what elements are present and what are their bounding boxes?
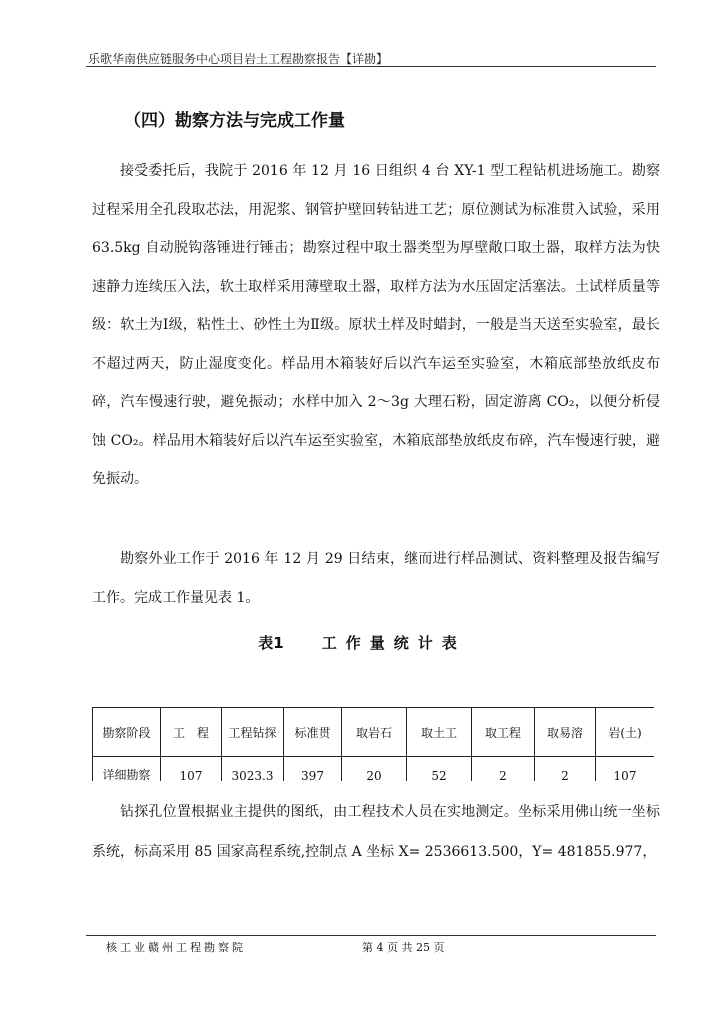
table-header-cell: 取岩石 (342, 708, 407, 757)
table-cell: 107 (161, 757, 222, 782)
table-header-cell: 工程钻探 (222, 708, 284, 757)
table-header-cell: 岩(土) (596, 708, 655, 757)
page-header-title: 乐歌华南供应链服务中心项目岩土工程勘察报告【详勘】 (88, 52, 389, 66)
section-title: （四）勘察方法与完成工作量 (124, 111, 345, 131)
paragraph-survey-methods (92, 152, 660, 499)
table-row (93, 757, 655, 782)
table-cell: 52 (407, 757, 472, 782)
table-header-cell: 勘察阶段 (93, 708, 161, 757)
header-divider (86, 66, 656, 67)
table-cell: 2 (535, 757, 596, 782)
table-header-cell: 取土工 (407, 708, 472, 757)
footer-page-number: 第 4 页 共 25 页 (362, 941, 445, 954)
paragraph-fieldwork-end (92, 540, 660, 617)
table-header-row (93, 708, 655, 757)
table-header-cell: 取工程 (472, 708, 535, 757)
workload-table-wrapper (92, 707, 654, 781)
paragraph-text: 接受委托后，我院于 2016 年 12 月 16 日组织 4 台 XY-1 型工程钻机进场施工。勘察过程采用全孔段取芯法，用泥浆、钢管护壁回转钻进工艺；原位测试为标准贯入试验，采用 63.5kg 自动脱钩落锤进行锤击；勘察过程中取土器类型为厚壁敞口取土器，取样方法为快速静力连续压入法，软土取样采用薄壁取土器，取样方法为水压固定活塞法。土试样质量等级：软土为Ⅰ级，粘性土、砂性土为Ⅱ级。原状土样及时蜡封，一般是当天送至实验室，最长不超过两天，防止湿度变化。样品用木箱装好后以汽车运至实验室，木箱底部垫放纸皮布碎，汽车慢速行驶，避免振动；水样中加入 2～3g 大理石粉，固定游离 CO₂，以便分析侵蚀 CO₂。样品用木箱装好后以汽车运至实验室，木箱底部垫放纸皮布碎，汽车慢速行驶，避免振动。 (92, 163, 660, 487)
table-cell: 20 (342, 757, 407, 782)
table-header-cell: 工 程 (161, 708, 222, 757)
table-caption (0, 632, 724, 653)
table-header-cell: 取易溶 (535, 708, 596, 757)
table-header-cell: 标准贯 (284, 708, 342, 757)
table-cell: 397 (284, 757, 342, 782)
table-cell: 107 (596, 757, 655, 782)
footer-organization: 核工业赣州工程勘察院 (106, 941, 246, 954)
paragraph-text: 钻探孔位置根据业主提供的图纸，由工程技术人员在实地测定。坐标采用佛山统一坐标系统，标高采用 85 国家高程系统,控制点 A 坐标 X= 2536613.500，Y= 481855.977， (92, 804, 660, 860)
table-caption-name: 工作量统计表 (321, 634, 466, 652)
paragraph-coordinates (92, 792, 660, 872)
table-caption-number: 表1 (258, 634, 284, 652)
table-cell: 3023.3 (222, 757, 284, 782)
footer-divider (86, 935, 656, 936)
workload-table (92, 707, 654, 781)
paragraph-text: 勘察外业工作于 2016 年 12 月 29 日结束，继而进行样品测试、资料整理及报告编写工作。完成工作量见表 1。 (92, 551, 660, 606)
table-cell: 详细勘察 (93, 757, 161, 782)
table-cell: 2 (472, 757, 535, 782)
